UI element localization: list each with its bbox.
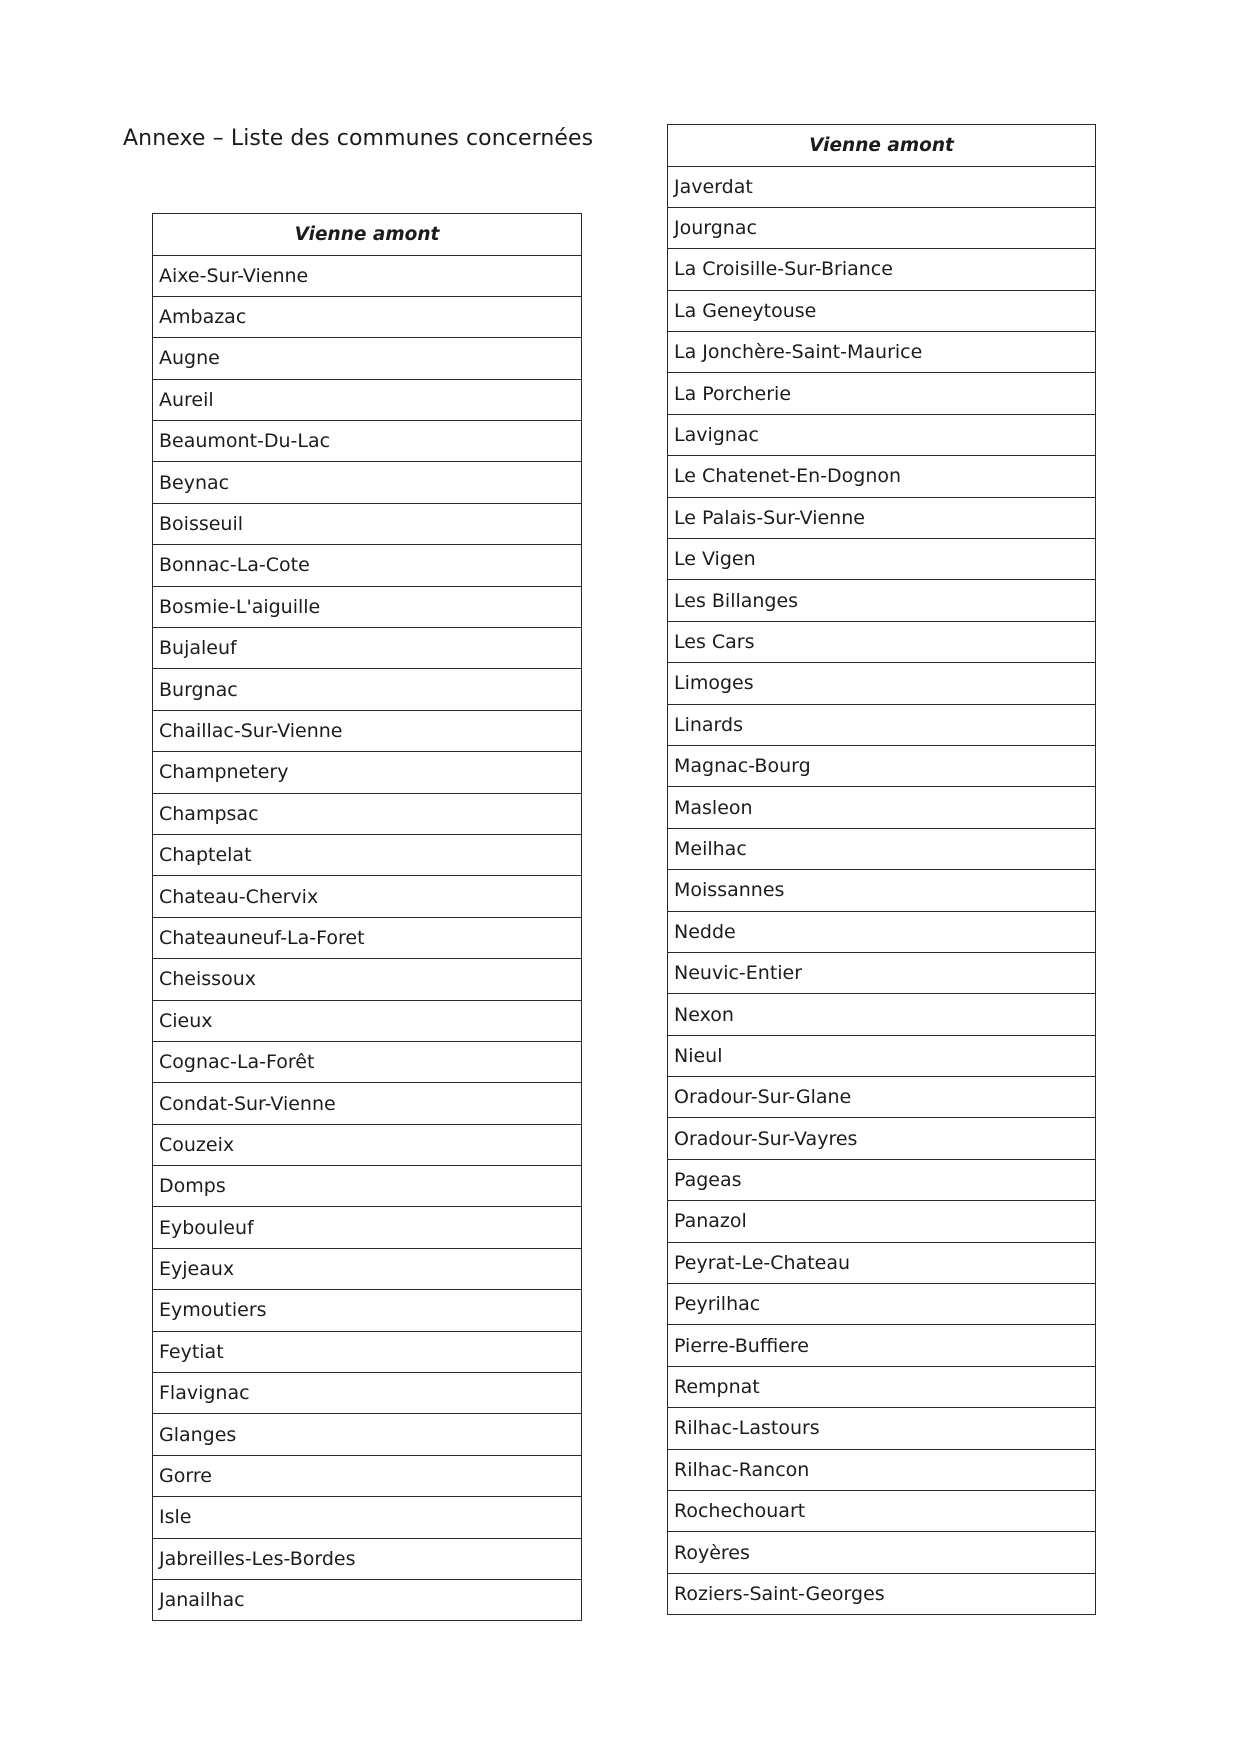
commune-name: Flavignac — [153, 1373, 582, 1414]
table-row — [153, 793, 582, 834]
table-row — [153, 959, 582, 1000]
table-row — [668, 1242, 1096, 1283]
table-row — [153, 1166, 582, 1207]
commune-name: Champsac — [153, 793, 582, 834]
commune-name: Nexon — [668, 994, 1096, 1035]
table-row — [668, 911, 1096, 952]
table-row — [153, 1207, 582, 1248]
table-row — [153, 834, 582, 875]
table-row — [668, 828, 1096, 869]
table-row — [153, 421, 582, 462]
table-row — [153, 1248, 582, 1289]
column-header: Vienne amont — [153, 214, 582, 256]
table-header-row — [153, 214, 582, 256]
table-row — [153, 1000, 582, 1041]
commune-name: Oradour-Sur-Glane — [668, 1077, 1096, 1118]
table-row — [668, 621, 1096, 662]
table-header-row — [668, 125, 1096, 167]
commune-name: Eyjeaux — [153, 1248, 582, 1289]
table-row — [153, 545, 582, 586]
table-row — [153, 1414, 582, 1455]
column-header: Vienne amont — [668, 125, 1096, 167]
commune-name: La Croisille-Sur-Briance — [668, 249, 1096, 290]
table-row — [153, 586, 582, 627]
table-row — [668, 1077, 1096, 1118]
communes-table-left — [152, 213, 582, 1621]
table-row — [153, 1538, 582, 1579]
table-row — [668, 1532, 1096, 1573]
commune-name: Cognac-La-Forêt — [153, 1041, 582, 1082]
table-row — [153, 1331, 582, 1372]
commune-name: Peyrilhac — [668, 1284, 1096, 1325]
table-body — [668, 166, 1096, 1615]
commune-name: Cieux — [153, 1000, 582, 1041]
table-row — [668, 414, 1096, 455]
table-row — [668, 787, 1096, 828]
commune-name: Masleon — [668, 787, 1096, 828]
table-row — [153, 1290, 582, 1331]
commune-name: Les Billanges — [668, 580, 1096, 621]
commune-name: Eymoutiers — [153, 1290, 582, 1331]
commune-name: Javerdat — [668, 166, 1096, 207]
table-row — [153, 462, 582, 503]
commune-name: Rilhac-Lastours — [668, 1408, 1096, 1449]
table-row — [668, 1366, 1096, 1407]
table-row — [153, 628, 582, 669]
commune-name: Linards — [668, 704, 1096, 745]
table-row — [668, 745, 1096, 786]
commune-name: Pierre-Buffiere — [668, 1325, 1096, 1366]
table-row — [153, 1497, 582, 1538]
table-row — [668, 1573, 1096, 1614]
commune-name: Chaptelat — [153, 834, 582, 875]
commune-name: Glanges — [153, 1414, 582, 1455]
table-row — [668, 580, 1096, 621]
commune-name: Neuvic-Entier — [668, 952, 1096, 993]
table-row — [668, 290, 1096, 331]
table-row — [153, 338, 582, 379]
commune-name: La Geneytouse — [668, 290, 1096, 331]
commune-name: Beaumont-Du-Lac — [153, 421, 582, 462]
table-row — [153, 1455, 582, 1496]
table-row — [153, 1580, 582, 1621]
commune-name: Limoges — [668, 663, 1096, 704]
table-row — [668, 207, 1096, 248]
commune-name: Rochechouart — [668, 1491, 1096, 1532]
commune-name: Oradour-Sur-Vayres — [668, 1118, 1096, 1159]
table-row — [668, 249, 1096, 290]
table-row — [668, 952, 1096, 993]
commune-name: Beynac — [153, 462, 582, 503]
commune-name: Lavignac — [668, 414, 1096, 455]
commune-name: Chaillac-Sur-Vienne — [153, 710, 582, 751]
table-row — [668, 1449, 1096, 1490]
table-row — [668, 539, 1096, 580]
commune-name: Les Cars — [668, 621, 1096, 662]
commune-name: Magnac-Bourg — [668, 745, 1096, 786]
commune-name: Cheissoux — [153, 959, 582, 1000]
commune-name: Burgnac — [153, 669, 582, 710]
table-row — [153, 1083, 582, 1124]
commune-name: Aixe-Sur-Vienne — [153, 255, 582, 296]
commune-name: Condat-Sur-Vienne — [153, 1083, 582, 1124]
commune-name: Nedde — [668, 911, 1096, 952]
table-row — [668, 1035, 1096, 1076]
commune-name: La Jonchère-Saint-Maurice — [668, 332, 1096, 373]
table-row — [153, 1373, 582, 1414]
table-row — [153, 379, 582, 420]
table-row — [668, 704, 1096, 745]
commune-name: Royères — [668, 1532, 1096, 1573]
commune-name: Chateau-Chervix — [153, 876, 582, 917]
table-row — [668, 1408, 1096, 1449]
table-row — [153, 917, 582, 958]
commune-name: Janailhac — [153, 1580, 582, 1621]
table-row — [153, 296, 582, 337]
table-row — [153, 1041, 582, 1082]
table-row — [668, 1325, 1096, 1366]
commune-name: Ambazac — [153, 296, 582, 337]
table-row — [668, 1201, 1096, 1242]
table-row — [668, 456, 1096, 497]
commune-name: Pageas — [668, 1159, 1096, 1200]
document-title: Annexe – Liste des communes concernées — [123, 126, 594, 151]
commune-name: Aureil — [153, 379, 582, 420]
commune-name: Champnetery — [153, 752, 582, 793]
commune-name: Le Palais-Sur-Vienne — [668, 497, 1096, 538]
commune-name: Boisseuil — [153, 503, 582, 544]
table-row — [153, 255, 582, 296]
commune-name: Moissannes — [668, 870, 1096, 911]
commune-name: Jourgnac — [668, 207, 1096, 248]
table-row — [153, 669, 582, 710]
commune-name: Panazol — [668, 1201, 1096, 1242]
commune-name: Peyrat-Le-Chateau — [668, 1242, 1096, 1283]
commune-name: Rilhac-Rancon — [668, 1449, 1096, 1490]
table-body — [153, 255, 582, 1621]
commune-name: Nieul — [668, 1035, 1096, 1076]
commune-name: Augne — [153, 338, 582, 379]
commune-name: Isle — [153, 1497, 582, 1538]
commune-name: Couzeix — [153, 1124, 582, 1165]
commune-name: Bujaleuf — [153, 628, 582, 669]
table-row — [153, 876, 582, 917]
communes-table-right — [667, 124, 1096, 1615]
table-row — [153, 710, 582, 751]
table-row — [668, 870, 1096, 911]
commune-name: Roziers-Saint-Georges — [668, 1573, 1096, 1614]
commune-name: Domps — [153, 1166, 582, 1207]
commune-name: Bosmie-L'aiguille — [153, 586, 582, 627]
table-row — [153, 503, 582, 544]
commune-name: Feytiat — [153, 1331, 582, 1372]
table-row — [668, 373, 1096, 414]
commune-name: Chateauneuf-La-Foret — [153, 917, 582, 958]
table-row — [153, 1124, 582, 1165]
commune-name: Le Vigen — [668, 539, 1096, 580]
table-row — [668, 663, 1096, 704]
table-row — [668, 497, 1096, 538]
commune-name: Meilhac — [668, 828, 1096, 869]
table-row — [668, 994, 1096, 1035]
table-row — [668, 166, 1096, 207]
commune-name: Jabreilles-Les-Bordes — [153, 1538, 582, 1579]
table-row — [668, 1118, 1096, 1159]
table-row — [668, 1284, 1096, 1325]
table-row — [668, 1491, 1096, 1532]
commune-name: Eybouleuf — [153, 1207, 582, 1248]
commune-name: Rempnat — [668, 1366, 1096, 1407]
commune-name: La Porcherie — [668, 373, 1096, 414]
commune-name: Le Chatenet-En-Dognon — [668, 456, 1096, 497]
commune-name: Bonnac-La-Cote — [153, 545, 582, 586]
table-row — [668, 332, 1096, 373]
commune-name: Gorre — [153, 1455, 582, 1496]
table-row — [153, 752, 582, 793]
table-row — [668, 1159, 1096, 1200]
